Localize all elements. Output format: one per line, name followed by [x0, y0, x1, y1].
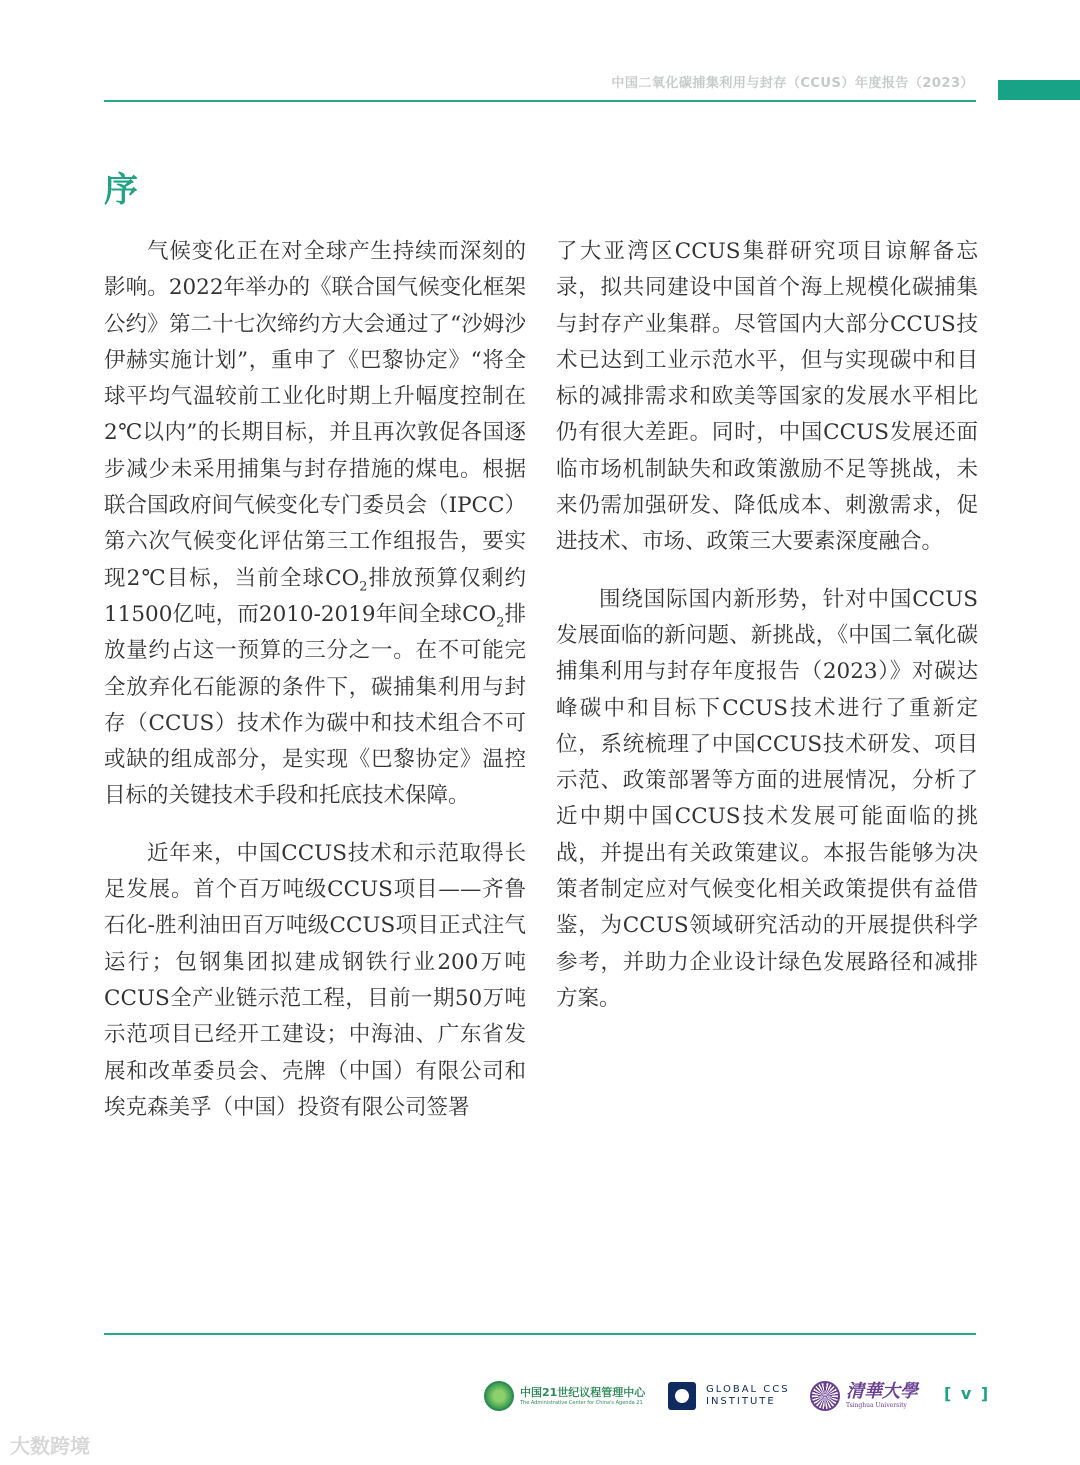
left-text-column	[104, 234, 526, 1126]
subscript-2: 2	[359, 578, 368, 594]
acca21-logo	[484, 1376, 645, 1416]
watermark-text: 大数跨境	[10, 1434, 90, 1458]
page-number: [ v ]	[944, 1384, 991, 1403]
header-accent-tab	[998, 80, 1080, 100]
logo-en-text: The Administrative Center for China's Agenda 21	[520, 1399, 643, 1406]
paragraph-climate-context	[104, 234, 526, 815]
subscript-2: 2	[496, 615, 505, 631]
right-text-column	[556, 234, 978, 1017]
section-title: 序	[104, 170, 138, 210]
paragraph-text: 气候变化正在对全球产生持续而深刻的影响。2022年举办的《联合国气候变化框架公约》第二十七次缔约方大会通过了“沙姆沙伊赫实施计划”，重申了《巴黎协定》“将全球平均气温较前工业化时期上升幅度控制在2℃以内”的长期目标，并且再次敦促各国逐步减少未采用捕集与封存措施的煤电。根据联合国政府间气候变化专门委员会（IPCC）第六次气候变化评估第三工作组报告，要实现2℃目标，当前全球CO	[104, 239, 526, 591]
tsinghua-seal-icon	[810, 1381, 840, 1411]
logo-line-2: INSTITUTE	[706, 1396, 776, 1407]
tsinghua-logo	[810, 1376, 918, 1416]
globe-icon	[484, 1381, 514, 1411]
paragraph-text: 排放预算仅剩约11500亿吨，而2010-2019年间全球CO	[104, 565, 526, 627]
logo-cn-text: 中国21世纪议程管理中心	[520, 1385, 646, 1399]
logo-cn-text: 清華大學	[846, 1381, 918, 1402]
paragraph-china-progress: 近年来，中国CCUS技术和示范取得长足发展。首个百万吨级CCUS项目——齐鲁石化-胜利油田百万吨级CCUS项目正式注气运行；包钢集团拟建成钢铁行业200万吨CCUS全产业链示范工程，目前一期50万吨示范项目已经开工建设；中海油、广东省发展和改革委员会、壳牌（中国）有限公司和埃克森美孚（中国）投资有限公司签署	[104, 840, 526, 1120]
header-divider	[104, 100, 976, 102]
logo-line-1: GLOBAL CCS	[706, 1384, 790, 1395]
global-ccs-logo	[668, 1376, 790, 1416]
paragraph-text: 排放量约占这一预算的三分之一。在不可能完全放弃化石能源的条件下，碳捕集利用与封存（CCUS）技术作为碳中和技术组合不可或缺的组成部分，是实现《巴黎协定》温控目标的关键技术手段和托底技术保障。	[104, 601, 526, 809]
running-header-title: 中国二氧化碳捕集利用与封存（CCUS）年度报告（2023）	[611, 76, 974, 91]
logo-en-text: Tsinghua University	[846, 1402, 907, 1409]
paragraph-report-purpose: 围绕国际国内新形势，针对中国CCUS发展面临的新问题、新挑战，《中国二氧化碳捕集利用与封存年度报告（2023）》对碳达峰碳中和目标下CCUS技术进行了重新定位，系统梳理了中国CCUS技术研发、项目示范、政策部署等方面的进展情况，分析了近中期中国CCUS技术发展可能面临的挑战，并提出有关政策建议。本报告能够为决策者制定应对气候变化相关政策提供有益借鉴，为CCUS领域研究活动的开展提供科学参考，并助力企业设计绿色发展路径和减排方案。	[556, 586, 978, 1011]
ccs-square-icon	[668, 1382, 696, 1410]
paragraph-continued: 了大亚湾区CCUS集群研究项目谅解备忘录，拟共同建设中国首个海上规模化碳捕集与封存产业集群。尽管国内大部分CCUS技术已达到工业示范水平，但与实现碳中和目标的减排需求和欧美等国家的发展水平相比仍有很大差距。同时，中国CCUS发展还面临市场机制缺失和政策激励不足等挑战，未来仍需加强研发、降低成本、刺激需求，促进技术、市场、政策三大要素深度融合。	[556, 239, 978, 555]
footer-divider	[104, 1333, 976, 1335]
